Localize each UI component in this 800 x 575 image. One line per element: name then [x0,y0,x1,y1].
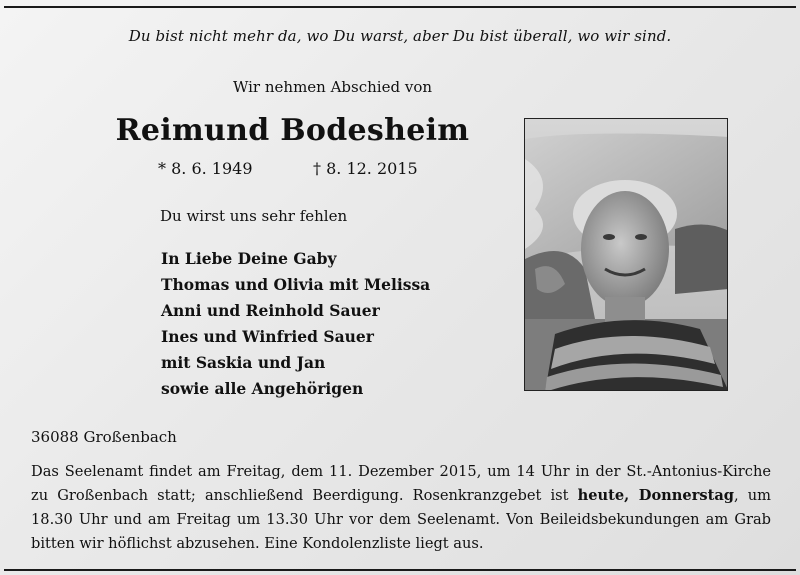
service-details-bold-today: heute [577,487,625,504]
mourners-list [161,246,430,402]
farewell-intro: Wir nehmen Abschied von [232,78,433,96]
mourner-line: Anni und Reinhold Sauer [161,301,380,320]
portrait-photo-icon [524,118,728,391]
service-details-bold-sep: , [624,487,639,504]
mourner-line: mit Saskia und Jan [161,353,326,372]
mourner-line: Thomas und Olivia mit Melissa [161,275,431,294]
miss-you-line: Du wirst uns sehr fehlen [160,207,348,225]
mourner-line: sowie alle Angehörigen [161,379,364,398]
bottom-border-rule [4,569,796,571]
mourner-line: In Liebe Deine Gaby [161,249,337,268]
mourner-line: Ines und Winfried Sauer [161,327,374,346]
death-date: † 8. 12. 2015 [313,159,418,178]
top-border-rule [4,6,796,8]
service-details [31,460,771,556]
service-details-text-rest: , um 18.30 Uhr und am Freitag um 13.30 Uhr vor dem Seelenamt. Von Beileidsbekundungen am Grab bitten wir höflichst abzusehen. Eine Kondolenzliste liegt aus. [31,487,771,552]
residence-place: 36088 Großenbach [31,428,177,446]
service-details-text: Das Seelenamt findet am Freitag, dem 11. Dezember 2015, um 14 Uhr in der St.-Antonius-Kirche zu Großenbach statt; anschließend Beerdigung. Rosenkranzgebet ist [31,463,771,504]
birth-date: * 8. 6. 1949 [158,159,253,178]
service-details-bold-weekday: Donnerstag [638,487,734,504]
motto-quote: Du bist nicht mehr da, wo Du warst, aber Du bist überall, wo wir sind. [128,27,672,45]
deceased-name: Reimund Bodesheim [115,113,470,148]
